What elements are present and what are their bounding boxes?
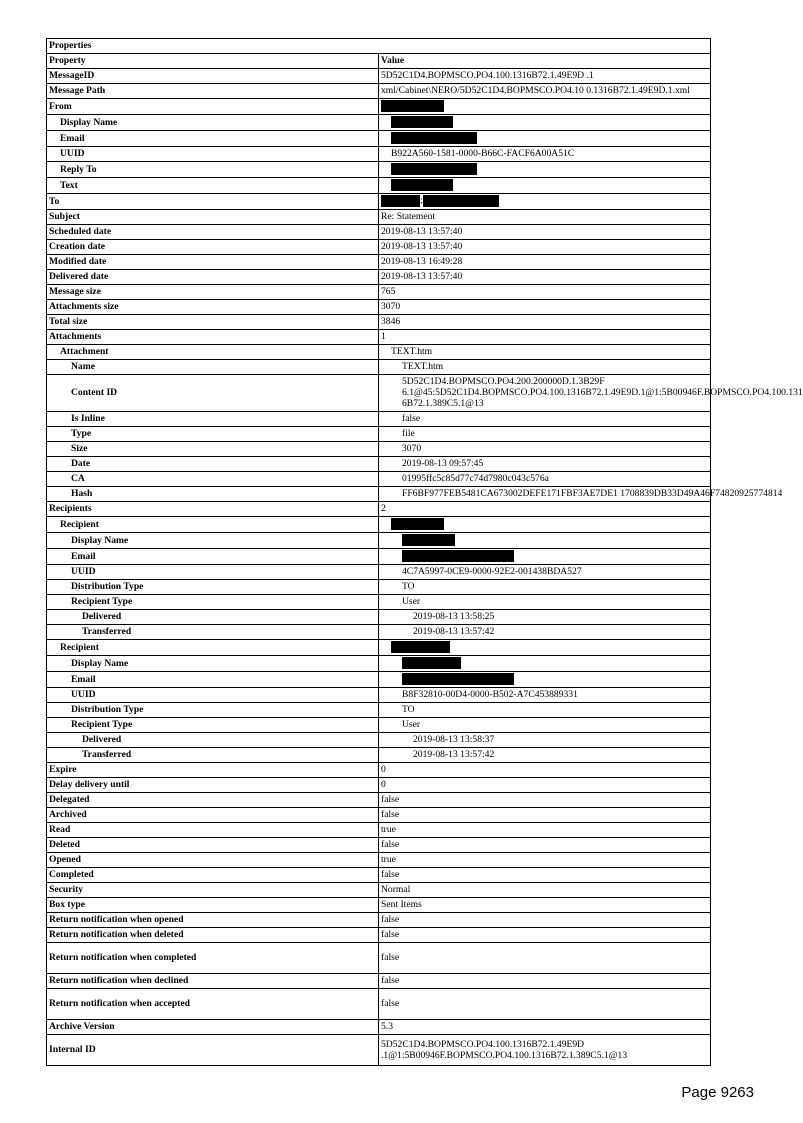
property-key: To (47, 194, 379, 210)
table-row (47, 487, 711, 502)
redaction-block (391, 116, 453, 128)
table-row (47, 472, 711, 487)
redaction-block (402, 657, 461, 669)
property-value: TO (379, 703, 711, 718)
property-key: Recipients (47, 502, 379, 517)
table-row (47, 457, 711, 472)
table-row (47, 1020, 711, 1035)
property-value: User (379, 595, 711, 610)
table-row (47, 330, 711, 345)
property-value: false (379, 974, 711, 989)
table-row (47, 375, 711, 412)
property-value (379, 517, 711, 533)
property-key: Return notification when opened (47, 913, 379, 928)
redaction-block (381, 100, 444, 112)
properties-table (46, 38, 803, 1066)
table-row (47, 989, 711, 1020)
property-value: 2019-08-13 13:57:40 (379, 225, 711, 240)
property-value (379, 131, 711, 147)
property-value: B922A560-1581-0000-B66C-FACF6A00A51C (379, 147, 711, 162)
property-value: 2019-08-13 13:57:42 (379, 748, 711, 763)
property-key: Transferred (47, 625, 379, 640)
table-row (47, 162, 711, 178)
table-row (47, 533, 711, 549)
property-key: Security (47, 883, 379, 898)
properties-sheet (46, 38, 803, 1066)
property-key: Hash (47, 487, 379, 502)
property-key: Name (47, 360, 379, 375)
property-value: 0 (379, 778, 711, 793)
property-key: Recipient (47, 640, 379, 656)
property-value: true (379, 853, 711, 868)
property-value: 5.3 (379, 1020, 711, 1035)
property-key: UUID (47, 565, 379, 580)
redaction-block (402, 534, 455, 546)
table-row (47, 974, 711, 989)
property-value (379, 115, 711, 131)
table-row (47, 883, 711, 898)
property-key: Distribution Type (47, 580, 379, 595)
table-row (47, 345, 711, 360)
table-row (47, 808, 711, 823)
property-value: FF6BF977FEB5481CA673002DEFE171FBF3AE7DE1 1708839DB33D49A46F74820925774814 (379, 487, 711, 502)
property-value (379, 549, 711, 565)
redaction-block (391, 132, 477, 144)
property-value: 2019-08-13 09:57:45 (379, 457, 711, 472)
property-value (379, 656, 711, 672)
property-value: Re: Statement (379, 210, 711, 225)
table-title: Properties (47, 39, 711, 54)
property-key: Delegated (47, 793, 379, 808)
property-key: Recipient (47, 517, 379, 533)
table-row (47, 763, 711, 778)
property-key: Internal ID (47, 1035, 379, 1066)
property-key: Return notification when deleted (47, 928, 379, 943)
property-key: Delivered date (47, 270, 379, 285)
property-key: Archive Version (47, 1020, 379, 1035)
property-value: 01995ffc5c85d77c74d7980c043c576a (379, 472, 711, 487)
property-value: User (379, 718, 711, 733)
redaction-block (391, 641, 450, 653)
table-row (47, 360, 711, 375)
property-value: false (379, 989, 711, 1020)
table-row (47, 285, 711, 300)
property-key: Display Name (47, 656, 379, 672)
property-key: Expire (47, 763, 379, 778)
table-row (47, 610, 711, 625)
property-value (379, 640, 711, 656)
property-key: Display Name (47, 115, 379, 131)
property-key: Creation date (47, 240, 379, 255)
header-row (47, 54, 711, 69)
redaction-block (391, 179, 453, 191)
property-key: Display Name (47, 533, 379, 549)
property-key: Return notification when completed (47, 943, 379, 974)
table-row (47, 194, 711, 210)
table-row (47, 688, 711, 703)
property-value: 4C7A5997-0CE9-0000-92E2-001438BDA527 (379, 565, 711, 580)
property-value: 2019-08-13 13:57:40 (379, 270, 711, 285)
property-key: Message size (47, 285, 379, 300)
table-row (47, 99, 711, 115)
property-key: Delivered (47, 733, 379, 748)
redaction-block (423, 195, 499, 207)
table-row (47, 115, 711, 131)
property-value: TEXT.htm (379, 360, 711, 375)
table-row (47, 427, 711, 442)
property-value (379, 194, 711, 210)
property-key: Return notification when accepted (47, 989, 379, 1020)
table-row (47, 147, 711, 162)
property-value: false (379, 793, 711, 808)
header-value: Value (379, 54, 711, 69)
property-value: 2019-08-13 13:58:37 (379, 733, 711, 748)
property-key: From (47, 99, 379, 115)
property-key: Total size (47, 315, 379, 330)
property-key: Attachment (47, 345, 379, 360)
property-key: Completed (47, 868, 379, 883)
table-row (47, 733, 711, 748)
table-row (47, 703, 711, 718)
property-key: MessageID (47, 69, 379, 84)
table-row (47, 853, 711, 868)
property-value (379, 533, 711, 549)
property-key: Archived (47, 808, 379, 823)
table-row (47, 868, 711, 883)
property-value: false (379, 943, 711, 974)
property-value: false (379, 808, 711, 823)
header-property: Property (47, 54, 379, 69)
table-row (47, 1035, 711, 1066)
table-row (47, 178, 711, 194)
property-key: Delay delivery until (47, 778, 379, 793)
property-value: 5D52C1D4.BOPMSCO.PO4.100.1316B72.1.49E9D .1@1:5B00946F.BOPMSCO.PO4.100.1316B72.1.389C5.1@13 (379, 1035, 711, 1066)
table-row (47, 442, 711, 457)
property-value: false (379, 913, 711, 928)
property-key: Attachments size (47, 300, 379, 315)
property-key: Content ID (47, 375, 379, 412)
property-key: Size (47, 442, 379, 457)
property-value: 3070 (379, 300, 711, 315)
property-value: 0 (379, 763, 711, 778)
property-key: Email (47, 131, 379, 147)
property-key: Reply To (47, 162, 379, 178)
property-key: Attachments (47, 330, 379, 345)
property-value: 2019-08-13 13:57:40 (379, 240, 711, 255)
table-row (47, 838, 711, 853)
redaction-block (381, 195, 420, 207)
property-key: Return notification when declined (47, 974, 379, 989)
property-key: Type (47, 427, 379, 442)
property-value: false (379, 412, 711, 427)
property-value (379, 178, 711, 194)
property-value: false (379, 838, 711, 853)
redaction-block (391, 163, 477, 175)
recipient-separator: ; (420, 195, 423, 207)
table-row (47, 580, 711, 595)
table-row (47, 943, 711, 974)
property-key: Delivered (47, 610, 379, 625)
property-value: Normal (379, 883, 711, 898)
table-row (47, 565, 711, 580)
table-title-row (47, 39, 711, 54)
table-row (47, 300, 711, 315)
table-row (47, 240, 711, 255)
table-row (47, 656, 711, 672)
table-row (47, 640, 711, 656)
property-value: 2 (379, 502, 711, 517)
property-value: false (379, 868, 711, 883)
table-row (47, 84, 711, 99)
property-key: Scheduled date (47, 225, 379, 240)
property-value: 3070 (379, 442, 711, 457)
redaction-block (391, 518, 444, 530)
table-row (47, 913, 711, 928)
table-row (47, 672, 711, 688)
property-key: Box type (47, 898, 379, 913)
property-value: true (379, 823, 711, 838)
property-key: Read (47, 823, 379, 838)
table-row (47, 315, 711, 330)
table-row (47, 502, 711, 517)
property-key: Deleted (47, 838, 379, 853)
table-row (47, 778, 711, 793)
property-key: Text (47, 178, 379, 194)
property-value: 2019-08-13 13:58:25 (379, 610, 711, 625)
property-value: xml/Cabinet\NERO/5D52C1D4.BOPMSCO.PO4.10 0.1316B72.1.49E9D.1.xml (379, 84, 711, 99)
property-key: Recipient Type (47, 718, 379, 733)
property-value: 5D52C1D4.BOPMSCO.PO4.100.1316B72.1.49E9D .1 (379, 69, 711, 84)
table-row (47, 928, 711, 943)
property-key: Subject (47, 210, 379, 225)
property-value (379, 99, 711, 115)
property-value: TEXT.htm (379, 345, 711, 360)
redaction-block (402, 550, 514, 562)
table-row (47, 517, 711, 533)
property-key: Date (47, 457, 379, 472)
property-key: Email (47, 549, 379, 565)
property-key: Recipient Type (47, 595, 379, 610)
table-row (47, 270, 711, 285)
property-value: B8F32810-00D4-0000-B502-A7C453889331 (379, 688, 711, 703)
property-value: 2019-08-13 13:57:42 (379, 625, 711, 640)
table-row (47, 549, 711, 565)
property-value: file (379, 427, 711, 442)
property-value: 1 (379, 330, 711, 345)
property-value: 765 (379, 285, 711, 300)
property-value: 2019-08-13 16:49:28 (379, 255, 711, 270)
property-key: Email (47, 672, 379, 688)
property-key: Distribution Type (47, 703, 379, 718)
property-key: Opened (47, 853, 379, 868)
property-key: Modified date (47, 255, 379, 270)
table-row (47, 595, 711, 610)
table-row (47, 823, 711, 838)
table-row (47, 210, 711, 225)
table-row (47, 625, 711, 640)
table-row (47, 69, 711, 84)
table-row (47, 898, 711, 913)
page-number: Page 9263 (681, 1084, 754, 1101)
property-value (379, 162, 711, 178)
property-value: Sent Items (379, 898, 711, 913)
table-row (47, 412, 711, 427)
property-key: UUID (47, 147, 379, 162)
table-row (47, 718, 711, 733)
property-key: UUID (47, 688, 379, 703)
property-key: Is Inline (47, 412, 379, 427)
property-key: CA (47, 472, 379, 487)
table-row (47, 225, 711, 240)
table-row (47, 793, 711, 808)
property-key: Message Path (47, 84, 379, 99)
property-key: Transferred (47, 748, 379, 763)
property-value: TO (379, 580, 711, 595)
redaction-block (402, 673, 514, 685)
property-value: false (379, 928, 711, 943)
property-value: 3846 (379, 315, 711, 330)
table-row (47, 748, 711, 763)
table-row (47, 131, 711, 147)
table-row (47, 255, 711, 270)
property-value (379, 672, 711, 688)
property-value: 5D52C1D4.BOPMSCO.PO4.200.200000D.1.3B29F 6.1@45:5D52C1D4.BOPMSCO.PO4.100.1316B72.1.49E9D.1@1:5B00946F.BOPMSCO.PO4.100.131 6B72.1.389C5.1@13 (379, 375, 711, 412)
